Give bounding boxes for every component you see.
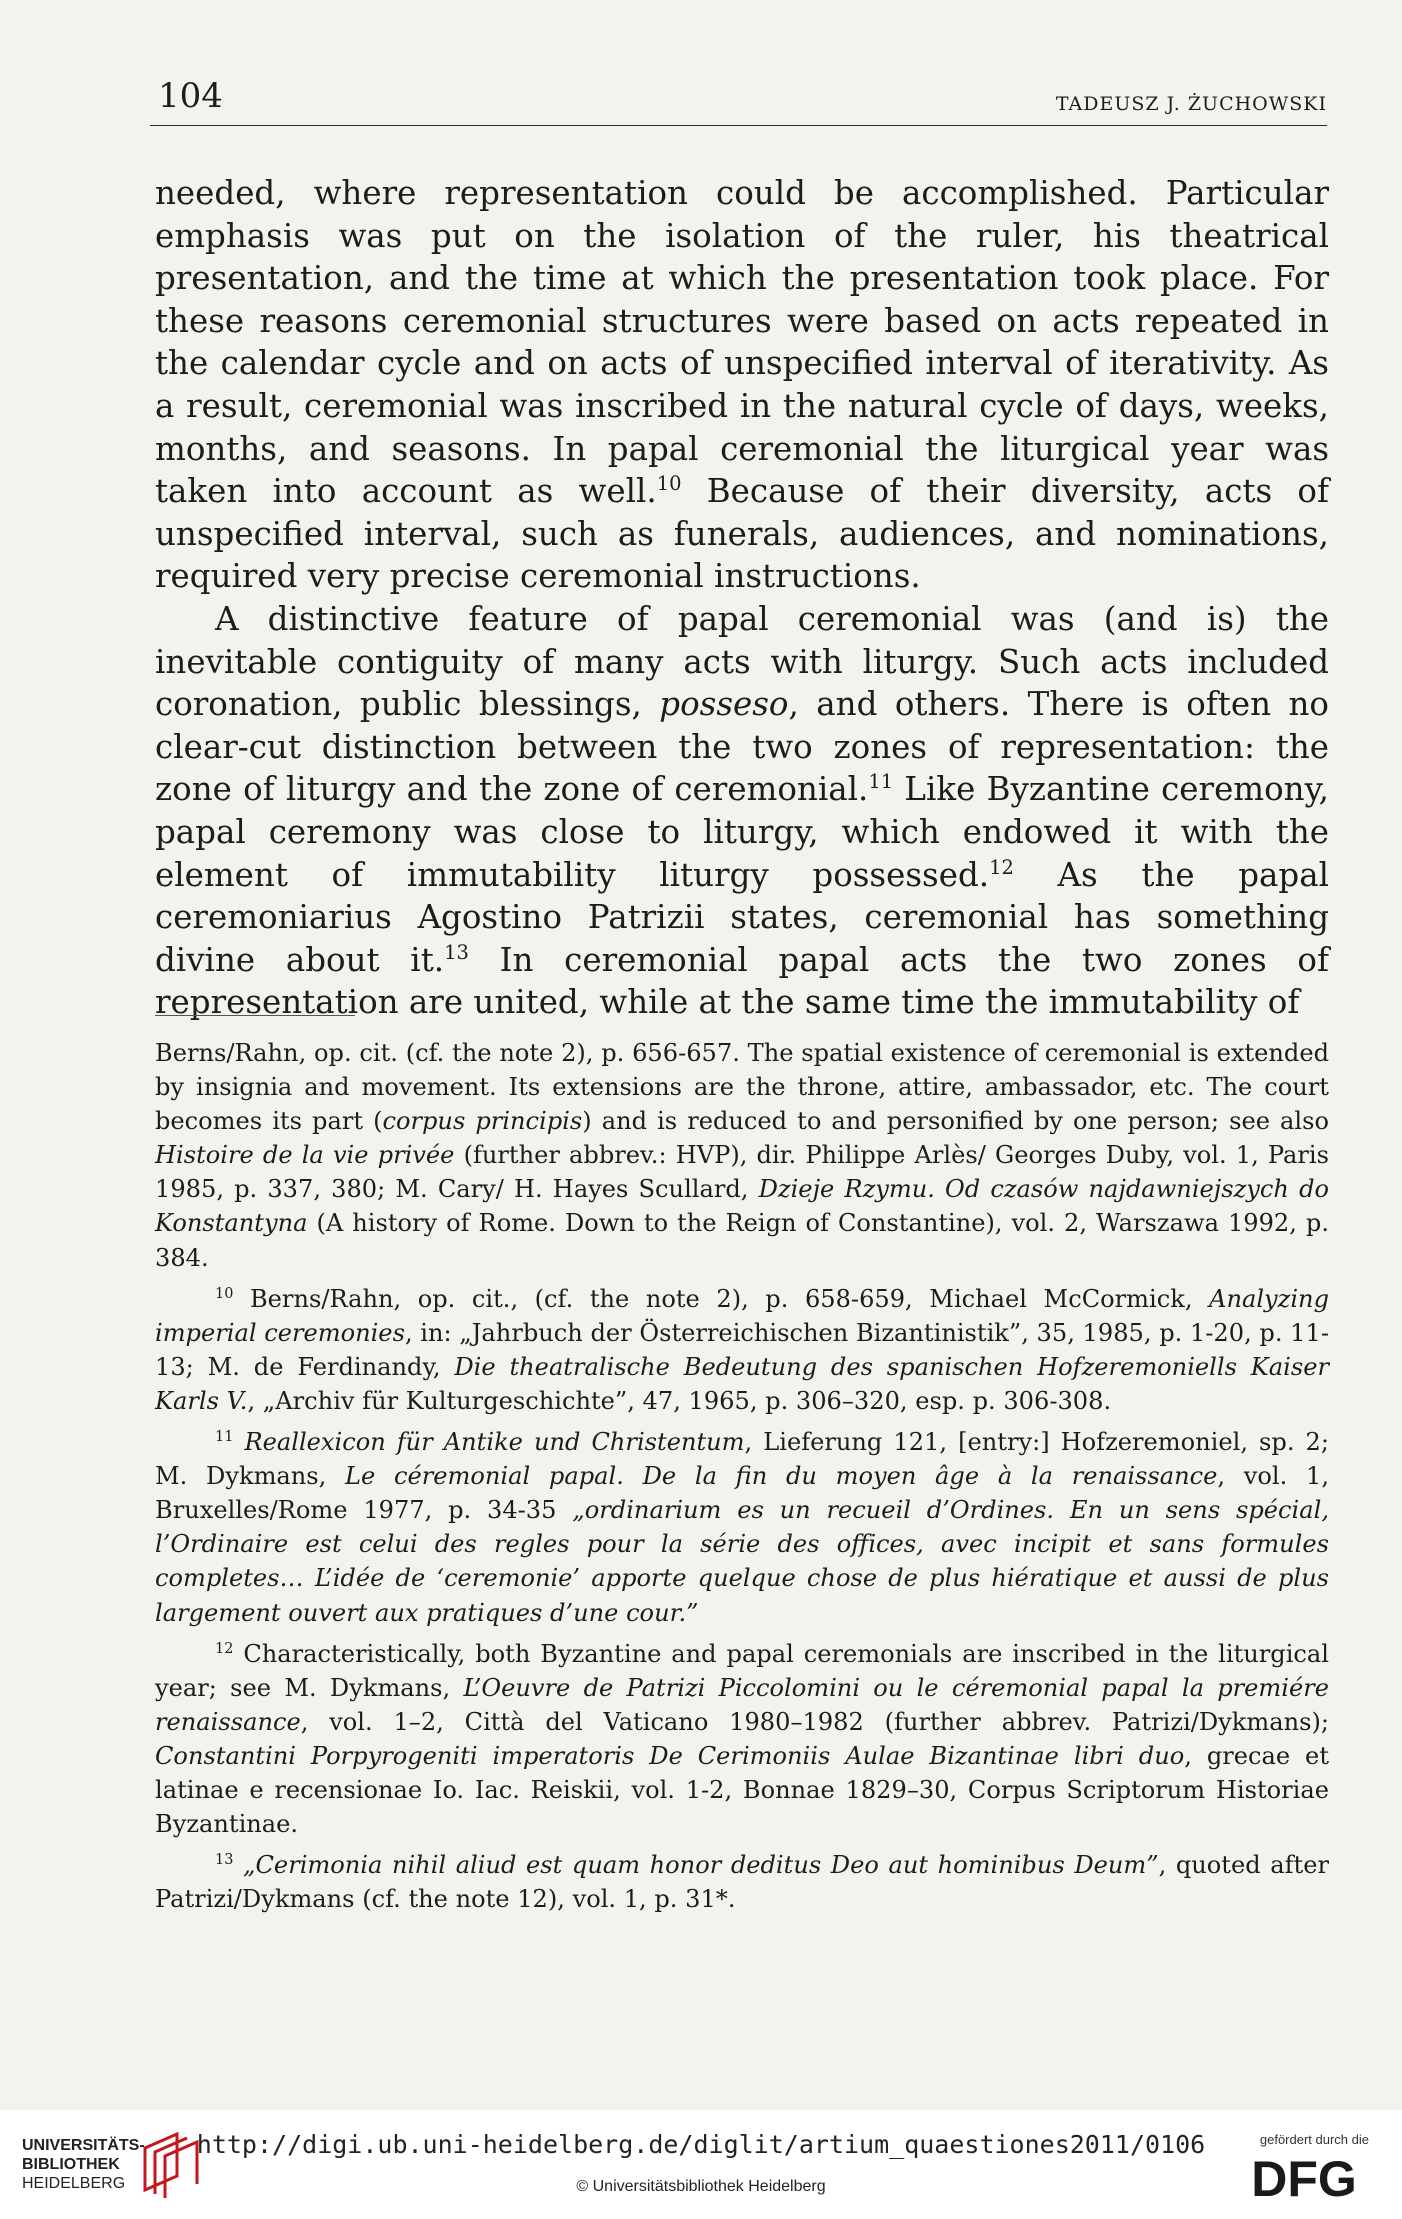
footnote-italic: Analyzing imperial ceremonies	[155, 1284, 1329, 1347]
paragraph-2	[155, 598, 1329, 1024]
dfg-logo	[1224, 2152, 1384, 2202]
paragraph-1-text: needed, where representation could be accomplished. Particular emphasis was put on the isolation of the ruler, his theatrical presentation, and the time at which the presentation took place. For these reasons ceremonial structures were based on acts repeated in the calendar cycle and on acts of unspecified interval of iterativity. As a result, ceremonial was inscribed in the natural cycle of days, weeks, months, and seasons. In papal ceremonial the liturgical year was taken into account as well.	[155, 174, 1329, 511]
footnote-ref-10: 10	[656, 472, 682, 496]
page-number: 104	[158, 76, 223, 116]
copyright-text: © Universitätsbibliothek Heidelberg	[576, 2178, 826, 2195]
footnote-italic: Le céremonial papal. De la fin du moyen âge à la renaissance	[345, 1462, 1218, 1491]
footnote-separator	[155, 1015, 355, 1016]
footnote-text: Characteristically, both Byzantine and papal ceremonials are inscribed in the liturgical year; see M. Dykmans,	[155, 1639, 1329, 1702]
footnote-italic: Dzieje Rzymu. Od czasów najdawniejszych do Konstantyna	[155, 1175, 1329, 1238]
footnote-number: 12	[215, 1640, 234, 1657]
footnote-ref-13: 13	[444, 940, 469, 964]
italic-term: posseso	[659, 685, 789, 724]
footnote-italic: „Cerimonia nihil aliud est quam honor deditus Deo aut hominibus Deum”	[243, 1851, 1159, 1880]
footnote-text: , vol. 1, Bruxelles/Rome 1977, p. 34-35	[155, 1462, 1329, 1525]
footnote-number: 10	[215, 1285, 234, 1302]
footnote-text: (further abbrev.: HVP), dir. Philippe Arlès/ Georges Duby, vol. 1, Paris 1985, p. 337, 380; M. Cary/ H. Hayes Scullard,	[155, 1141, 1329, 1204]
footnote-text: , „Archiv für Kulturgeschichte”, 47, 1965, p. 306–320, esp. p. 306-308.	[247, 1386, 1112, 1415]
footnote-italic: corpus principis	[382, 1107, 583, 1136]
library-name-line: HEIDELBERG	[22, 2175, 126, 2192]
footnote-text: , Lieferung 121, [entry:] Hofzeremoniel, sp. 2; M. Dykmans,	[155, 1428, 1329, 1491]
footnote-13	[155, 1848, 1329, 1916]
main-text	[155, 172, 1329, 1024]
footer-bar	[0, 2110, 1402, 2219]
paragraph-2-text-cont: , and others. There is often no clear-cut distinction between the two zones of representation: the zone of liturgy and the zone of ceremonial.	[155, 685, 1329, 809]
paragraph-2-text: A distinctive feature of papal ceremonial was (and is) the inevitable contiguity of many acts with liturgy. Such acts included coronation, public blessings,	[155, 599, 1329, 724]
footnote-ref-12: 12	[989, 855, 1014, 879]
footnote-text: , quoted after Patrizi/Dykmans (cf. the note 12), vol. 1, p. 31*.	[155, 1851, 1329, 1914]
footnote-10	[155, 1282, 1329, 1418]
source-url-link[interactable]: http://digi.ub.uni-heidelberg.de/diglit/artium_quaestiones2011/0106	[196, 2130, 1206, 2159]
footnote-text: Berns/Rahn, op. cit., (cf. the note 2), p. 658-659, Michael McCormick,	[233, 1284, 1210, 1313]
library-name-line: UNIVERSITÄTS-	[22, 2137, 145, 2154]
footnote-text: ) and is reduced to and personified by one person; see also	[582, 1107, 1329, 1136]
footnote-text	[233, 1428, 244, 1456]
footnote-text: , in: „Jahrbuch der Österreichischen Bizantinistik”, 35, 1985, p. 1-20, p. 11-13; M. de Ferdinandy,	[155, 1318, 1329, 1381]
footnote-italic: Die theatralische Bedeutung des spanischen Hofzeremoniells Kaiser Karls V.	[155, 1352, 1329, 1415]
footnote-text: (A history of Rome. Down to the Reign of Constantine), vol. 2, Warszawa 1992, p. 384.	[155, 1209, 1329, 1272]
paragraph-2-text-cont: In ceremonial papal acts the two zones of representation are united, while at the same time the immutability of	[155, 940, 1329, 1022]
footnote-text	[233, 1851, 243, 1879]
footnote-text: Berns/Rahn, op. cit. (cf. the note 2), p. 656-657. The spatial existence of ceremonial is extended by insignia and movement. Its extensions are the throne, attire, ambassador, etc. The court becomes its part (	[155, 1039, 1329, 1136]
footnotes	[155, 1036, 1329, 1923]
footnote-9-continued	[155, 1036, 1329, 1275]
paragraph-1-text-cont: Because of their diversity, acts of unspecified interval, such as funerals, audiences, and nominations, required very precise ceremonial instructions.	[155, 472, 1329, 596]
footnote-italic: Histoire de la vie privée	[155, 1141, 455, 1170]
library-name-line: BIBLIOTHEK	[22, 2156, 120, 2173]
dfg-logo-text: DFG	[1251, 2152, 1357, 2202]
footnote-text: , vol. 1–2, Città del Vaticano 1980–1982 (further abbrev. Patrizi/Dykmans);	[300, 1707, 1329, 1736]
running-head-author: TADEUSZ J. ŻUCHOWSKI	[1055, 93, 1327, 115]
paragraph-2-text-cont: As the papal ceremoniarius Agostino Patrizii states, ceremonial has something divine about it.	[155, 855, 1329, 979]
footnote-italic: Constantini Porpyrogeniti imperatoris De Cerimoniis Aulae Bizantinae libri duo	[155, 1741, 1185, 1770]
footnote-italic: Reallexicon für Antike und Christentum	[244, 1428, 745, 1457]
footnote-italic: L’Oeuvre de Patrizi Piccolomini ou le céremonial papal la premiére renaissance	[155, 1673, 1330, 1736]
footnote-ref-11: 11	[868, 770, 894, 794]
paragraph-2-text-cont: Like Byzantine ceremony, papal ceremony was close to liturgy, which endowed it with the element of immutability liturgy possessed.	[155, 770, 1329, 894]
footnote-12	[155, 1637, 1329, 1842]
footnote-number: 13	[215, 1852, 234, 1869]
footnote-11	[155, 1425, 1329, 1630]
paragraph-1	[155, 172, 1329, 598]
funding-note: gefördert durch die	[1259, 2132, 1369, 2147]
footnote-text: , grecae et latinae e recensionae Io. Iac. Reiskii, vol. 1-2, Bonnae 1829–30, Corpus Scriptorum Historiae Byzantinae.	[155, 1741, 1329, 1839]
footnote-italic: „ordinarium es un recueil d’Ordines. En un sens spécial, l’Ordinaire est celui des regles pour la série des offices, avec incipit et sans formules completes… L’idée de ‘ceremonie’ apporte quelque chose de plus hiératique et aussi de plus largement ouvert aux pratiques d’une cour.”	[155, 1496, 1329, 1627]
header-rule	[150, 125, 1327, 126]
footnote-number: 11	[215, 1429, 234, 1445]
